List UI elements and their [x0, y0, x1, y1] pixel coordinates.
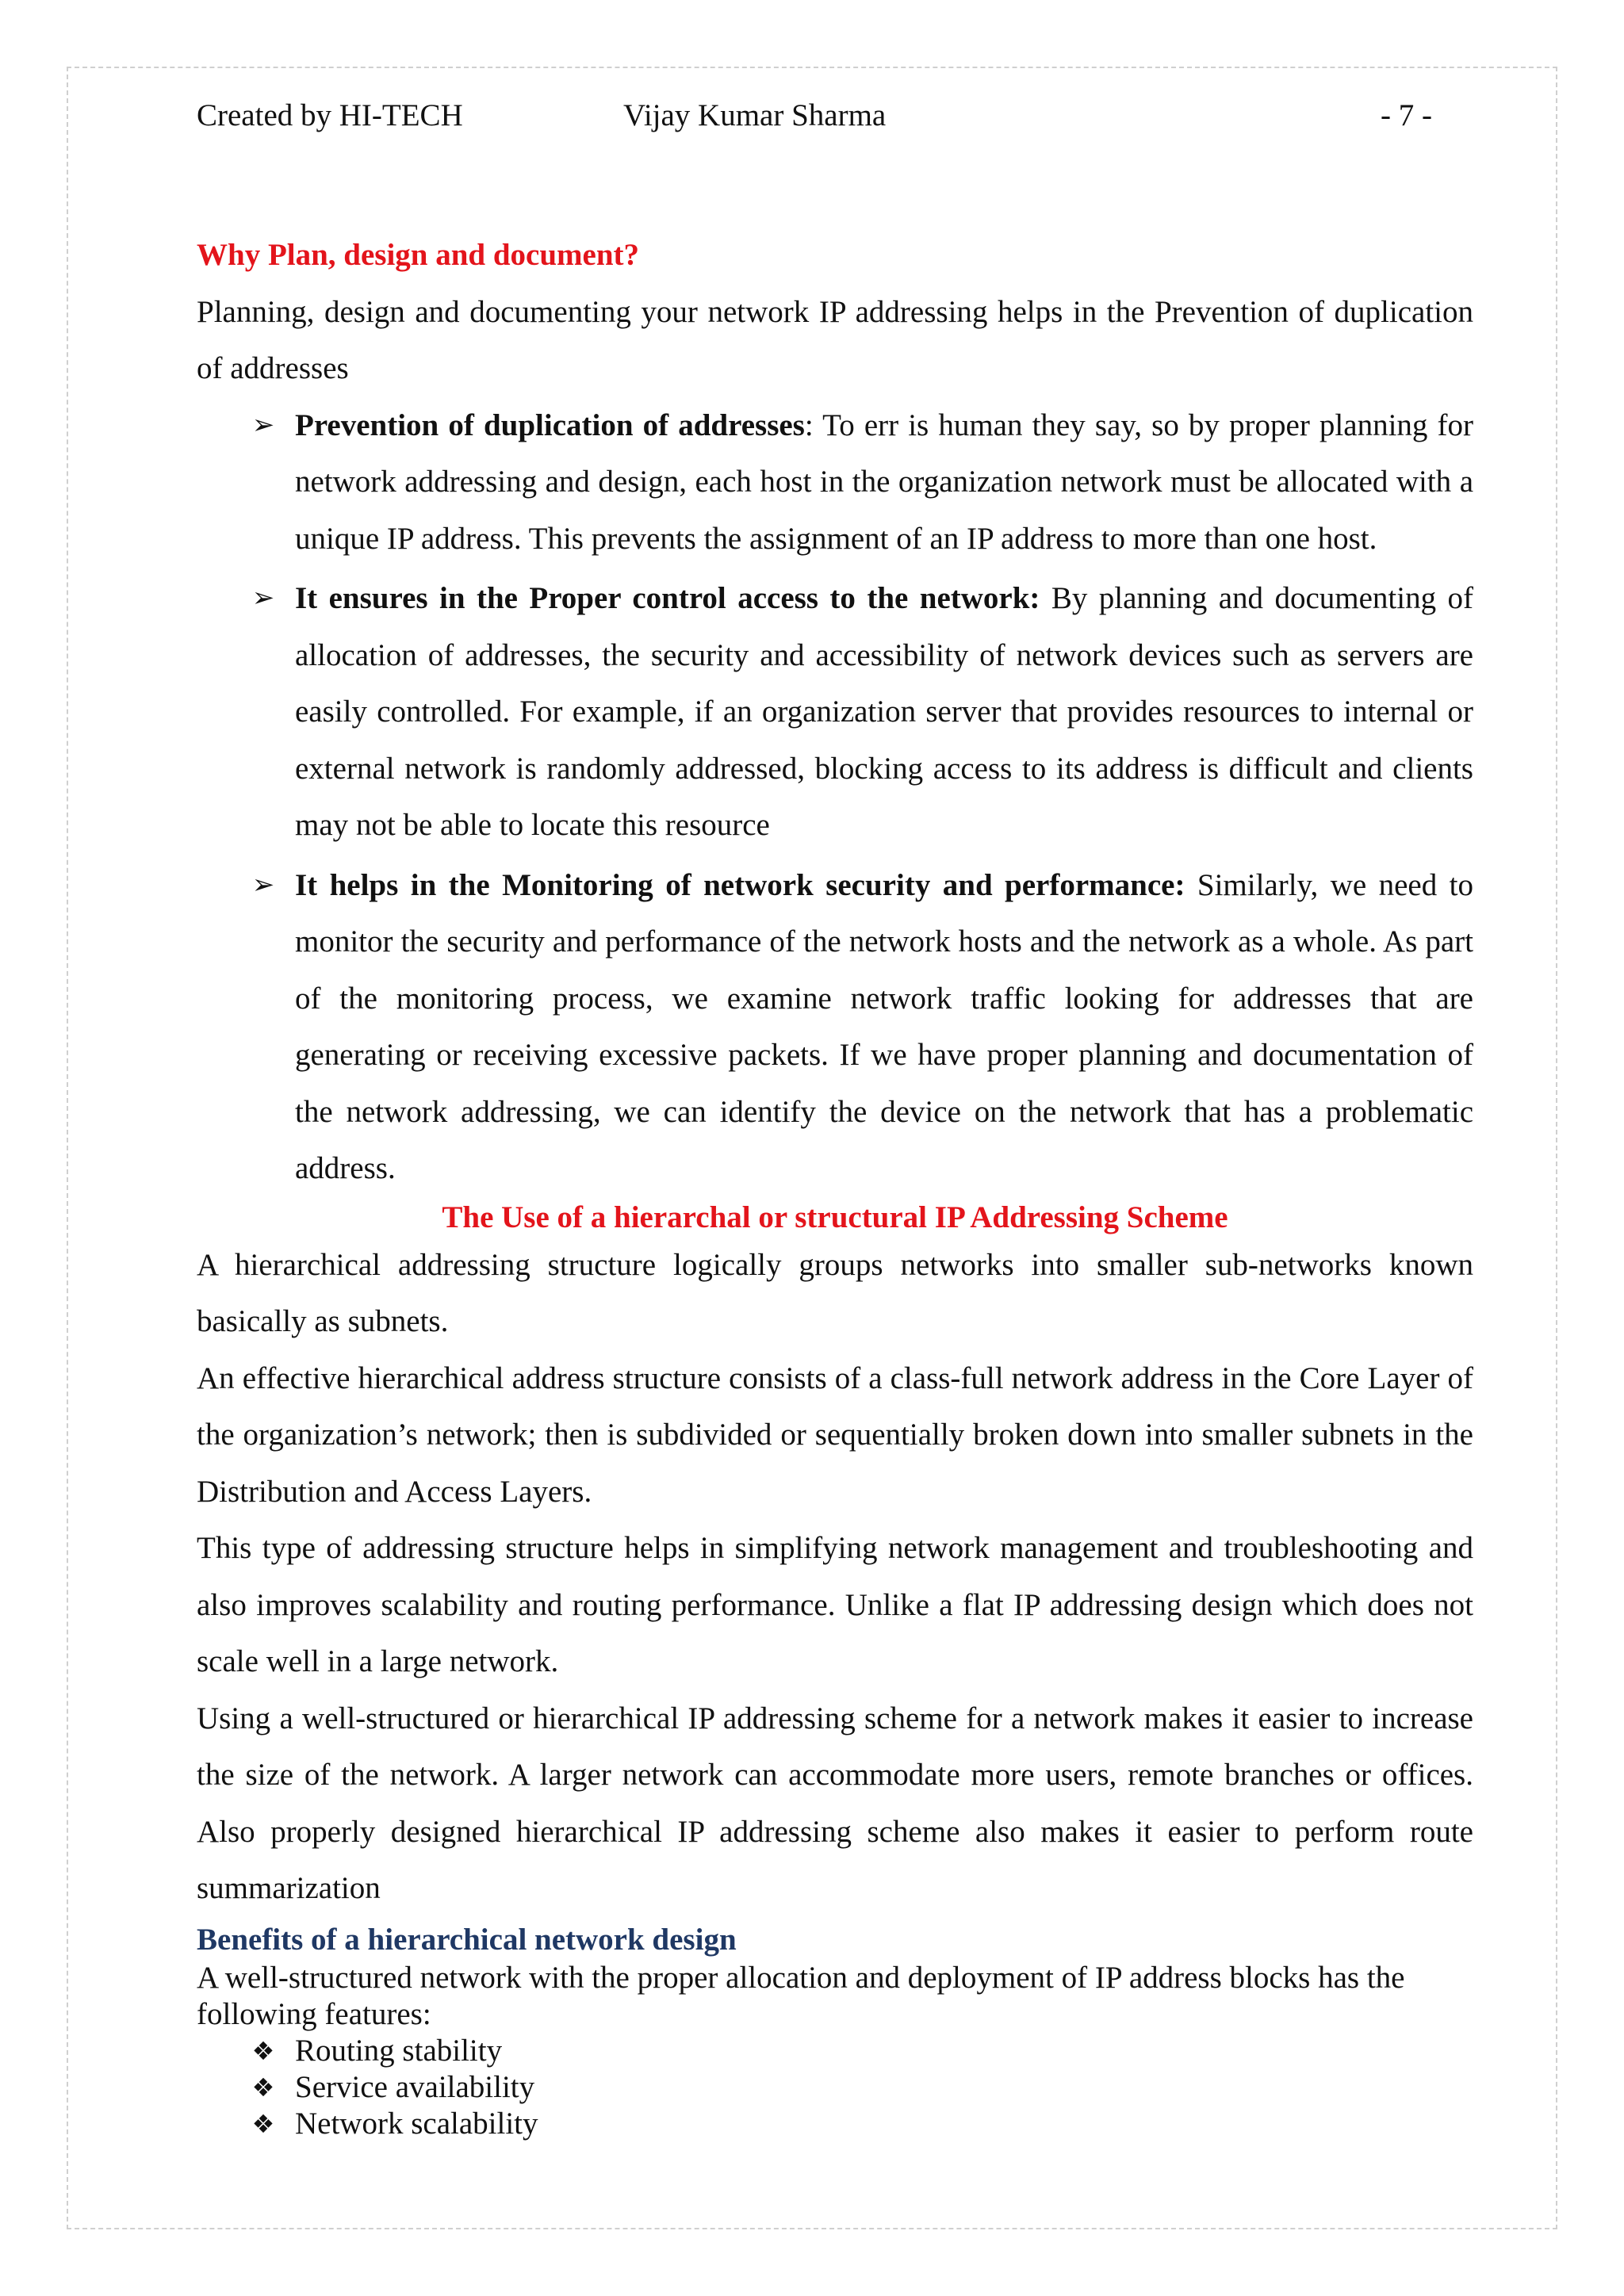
- diamond-bullet-icon: ❖: [251, 2108, 275, 2139]
- paragraph: A hierarchical addressing structure logically groups networks into smaller sub-networks known basically as subnets.: [197, 1247, 1473, 1338]
- list-item: [251, 570, 1473, 854]
- section-heading-benefits: Benefits of a hierarchical network design: [197, 1922, 737, 1957]
- benefits-intro: A well-structured network with the proper allocation and deployment of IP address blocks has the following features:: [197, 1960, 1405, 2031]
- arrow-bullet-icon: ➢: [251, 868, 275, 901]
- bullet-title: Prevention of duplication of addresses: [295, 408, 805, 442]
- bullet-text: By planning and documenting of allocation of addresses, the security and accessibility of network devices such as servers are easily controlled. For example, if an organization server that provides resources to internal or external network is randomly addressed, blocking access to its address is difficult and clients may not be able to locate this resource: [295, 581, 1473, 842]
- section-heading-why-plan: Why Plan, design and document?: [197, 238, 640, 272]
- bullet-separator: :: [804, 408, 823, 442]
- bullet-separator: [1040, 581, 1051, 615]
- paragraph: This type of addressing structure helps in simplifying network management and troubleshooting and also improves scalability and routing performance. Unlike a flat IP addressing design which does not scale well in a large network.: [197, 1531, 1473, 1678]
- bullet-title: It helps in the Monitoring of network security and performance:: [295, 867, 1185, 902]
- list-item: [251, 2033, 1473, 2069]
- list-item: [251, 2106, 1473, 2142]
- bullet-text: To err is human they say, so by proper planning for network addressing and design, each host in the organization network must be allocated with a unique IP address. This prevents the assignment of an IP address to more than one host.: [295, 408, 1473, 556]
- list-item: [251, 857, 1473, 1197]
- list-item: [251, 2069, 1473, 2106]
- section-intro: Planning, design and documenting your network IP addressing helps in the Prevention of duplication of addresses: [197, 294, 1473, 385]
- feature-label: Routing stability: [295, 2033, 503, 2068]
- reasons-list: [197, 397, 1473, 1197]
- list-item: [251, 397, 1473, 568]
- feature-label: Service availability: [295, 2069, 535, 2104]
- header-author: Vijay Kumar Sharma: [623, 98, 887, 132]
- header-page-number: - 7 -: [1381, 98, 1432, 132]
- page-content: [197, 227, 1473, 2142]
- header-creator: Created by HI-TECH: [197, 98, 463, 132]
- paragraph: An effective hierarchical address structure consists of a class-full network address in the Core Layer of the organization’s network; then is subdivided or sequentially broken down into smaller subnets in the Distribution and Access Layers.: [197, 1360, 1473, 1509]
- bullet-separator: [1185, 868, 1197, 902]
- diamond-bullet-icon: ❖: [251, 2035, 275, 2066]
- arrow-bullet-icon: ➢: [251, 582, 275, 614]
- bullet-title: It ensures in the Proper control access to the network:: [295, 581, 1040, 615]
- bullet-text: Similarly, we need to monitor the security and performance of the network hosts and the network as a whole. As part of the monitoring process, we examine network traffic looking for addresses that are generating or receiving excessive packets. If we have proper planning and documentation of the network addressing, we can identify the device on the network that has a problematic address.: [295, 867, 1473, 1185]
- paragraph: Using a well-structured or hierarchical IP addressing scheme for a network makes it easier to increase the size of the network. A larger network can accommodate more users, remote branches or offices. Also properly designed hierarchical IP addressing scheme also makes it easier to perform route summarization: [197, 1701, 1473, 1905]
- section-heading-hierarchical-scheme: The Use of a hierarchal or structural IP Addressing Scheme: [442, 1200, 1228, 1234]
- diamond-bullet-icon: ❖: [251, 2072, 275, 2103]
- feature-label: Network scalability: [295, 2106, 538, 2141]
- features-list: [197, 2033, 1473, 2142]
- arrow-bullet-icon: ➢: [251, 408, 275, 441]
